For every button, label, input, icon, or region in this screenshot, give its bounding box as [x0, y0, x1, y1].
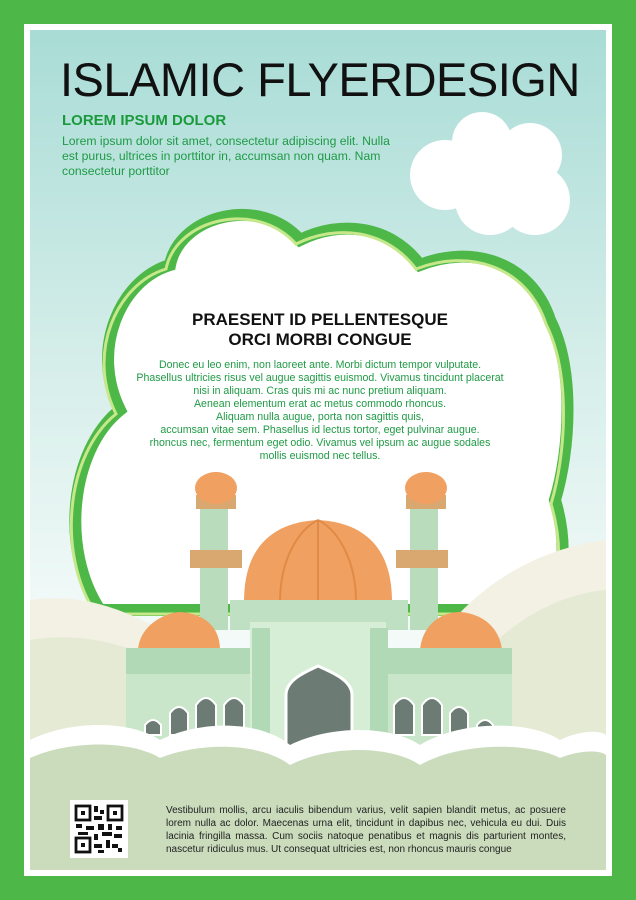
- flyer-canvas: [30, 30, 606, 870]
- body-line: rhoncus nec, fermentum eget odio. Vivamus vel ipsum ac augue sodales: [149, 437, 491, 449]
- subtitle: LOREM IPSUM DOLOR: [62, 112, 227, 129]
- body-line: Aliquam nulla augue, porta non sagittis quis,: [216, 411, 424, 423]
- body-line: mollis euismod nec tellus.: [259, 450, 381, 462]
- qr-code-icon: [70, 800, 128, 858]
- footer-text: Vestibulum mollis, arcu iaculis bibendum varius, velit sapien blandit metus, ac posuere lorem nulla ac dolor. Maecenas urna elit, tincidunt in dapibus nec, vehicula eu dui. Duis lacinia fringilla massa. Cum sociis natoque penatibus et magnis dis parturient montes, nascetur ridiculus mus. Ut consequat ultricies est, non rhoncus mauris congue: [166, 805, 566, 855]
- flyer-title: ISLAMIC FLYERDESIGN: [60, 53, 580, 106]
- center-body: [110, 359, 530, 463]
- center-heading-line: PRAESENT ID PELLENTESQUE: [192, 310, 448, 329]
- center-heading-line: ORCI MORBI CONGUE: [228, 330, 412, 349]
- intro-text: Lorem ipsum dolor sit amet, consectetur adipiscing elit. Nulla est purus, ultrices in porttitor in, accumsan non quam. Nam consectetur porttitor: [62, 134, 390, 178]
- cloud-icon: [410, 112, 570, 235]
- body-line: Phasellus ultricies risus vel augue sagittis euismod. Vivamus tincidunt placerat: [136, 372, 504, 384]
- body-line: Donec eu leo enim, non laoreet ante. Morbi dictum tempor vulputate.: [158, 359, 482, 371]
- center-heading: [120, 310, 520, 350]
- body-line: accumsan vitae sem. Phasellus id lectus tortor, eget pulvinar augue.: [160, 424, 480, 436]
- body-line: Aenean elementum erat ac metus commodo rhoncus.: [193, 398, 447, 410]
- body-line: nisi in aliquam. Cras quis mi ac nunc pretium aliquam.: [193, 385, 447, 397]
